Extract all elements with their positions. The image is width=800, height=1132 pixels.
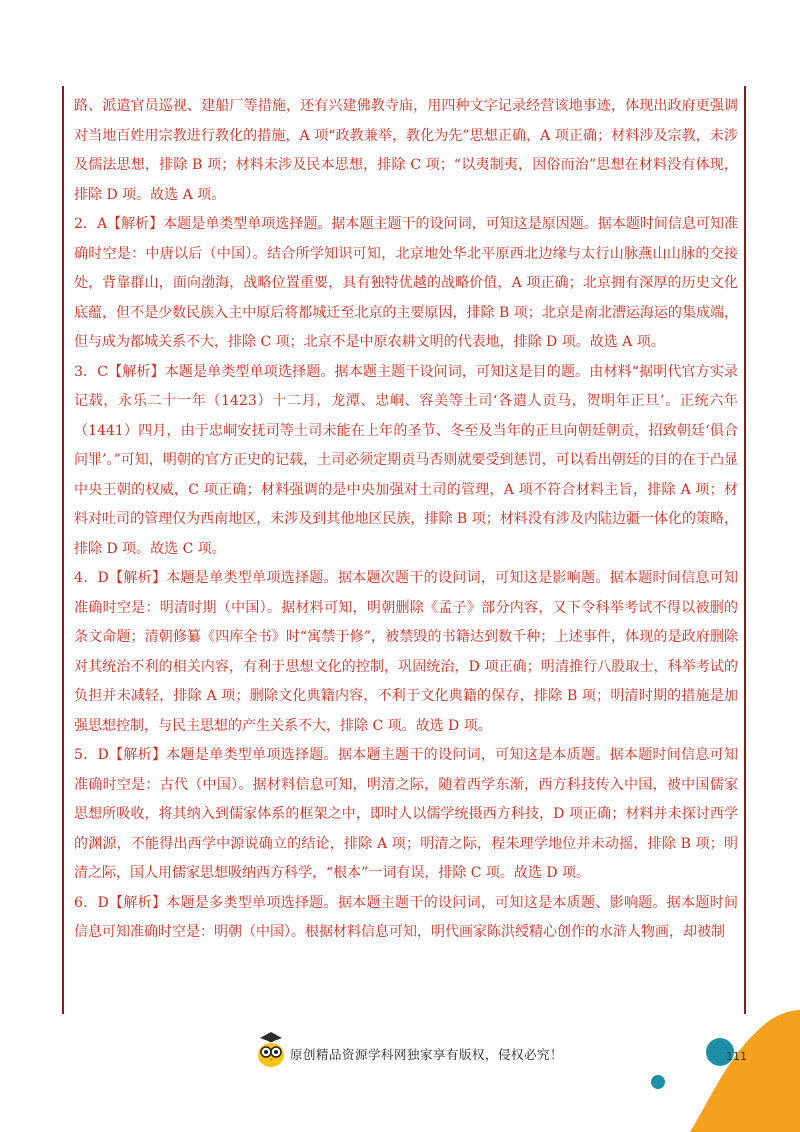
paragraph-answer-6: 6．D【解析】本题是多类型单项选择题。据本题主题干的设问词，可知这是本质题、影响题。据本题时间信息可知准确时空是：明朝（中国）。根据材料信息可知，明代画家陈洪绶精心创作的水浒人物画，却被制: [74, 894, 738, 940]
paragraph-answer-5: 5．D【解析】本题是单类型单项选择题。据本题主题干的设问词，可知这是本质题。据本题时间信息可知准确时空是：古代（中国）。据材料信息可知，明清之际，随着西学东渐，西方科技传入中国，被中国儒家思想所吸收，将其纳入到儒家体系的框架之中，即时人以儒学统摄西方科技，D 项正确；材料并未探讨西学的渊源，不能得出西学中源说确立的结论，排除 A 项；明清之际，程朱理学地位并未动摇，排除 B 项；明清之际，国人用儒家思想吸纳西方科学，“根本”一词有误，排除 C 项。故选 D 项。: [74, 747, 738, 881]
page-number: 111: [726, 1050, 747, 1063]
answer-content: [74, 92, 738, 948]
page-frame-right: [744, 86, 746, 1014]
paragraph-continuation: 路、派遣官员巡视、建船厂等措施，还有兴建佛教寺庙，用四种文字记录经营该地事迹，体现出政府更强调对当地百姓用宗教进行教化的措施，A 项“政教兼举，教化为先”思想正确，A 项正确；材料涉及宗教，未涉及儒法思想，排除 B 项；材料未涉及民本思想，排除 C 项；“以夷制夷，因俗而治”思想在材料没有体现，排除 D 项。故选 A 项。: [74, 98, 738, 203]
page-frame-left: [62, 86, 64, 1014]
paragraph-answer-3: 3．C【解析】本题是单类型单项选择题。据本题主题干设问词，可知这是目的题。由材料“据明代官方实录记载，永乐二十一年（1423）十二月，龙潭、忠峒、容美等土司‘各遣人贡马，贺明年正旦’。正统六年（1441）四月，由于忠峒安抚司等土司未能在上年的圣节、冬至及当年的正旦向朝廷朝贡，招致朝廷‘俱合问罪’。”可知，明朝的官方正史的记载，土司必须定期贡马否则就要受到惩罚，可以看出朝廷的目的在于凸显中央王朝的权威，C 项正确；材料强调的是中央加强对土司的管理，A 项不符合材料主旨，排除 A 项；材料对吐司的管理仅为西南地区，未涉及到其他地区民族，排除 B 项；材料没有涉及内陆边疆一体化的策略，排除 D 项。故选 C 项。: [74, 363, 738, 557]
paragraph-answer-4: 4．D【解析】本题是单类型单项选择题。据本题次题干的设问词，可知这是影响题。据本题时间信息可知准确时空是：明清时期（中国）。据材料可知，明朝删除《孟子》部分内容，又下令科举考试不得以被删的条文命题；清朝修纂《四库全书》时“寓禁于修”，被禁毁的书籍达到数千种；上述事件，体现的是政府删除对其统治不利的相关内容，有利于思想文化的控制，巩固统治，D 项正确；明清推行八股取士，科举考试的负担并未减轻，排除 A 项；删除文化典籍内容，不利于文化典籍的保存，排除 B 项；明清时期的措施是加强思想控制，与民主思想的产生关系不大，排除 C 项。故选 D 项。: [74, 570, 738, 734]
copyright-notice: 原创精品资源学科网独家享有版权，侵权必究！: [290, 1047, 564, 1062]
owl-mascot-icon: [256, 1030, 286, 1068]
corner-decoration: [640, 1010, 800, 1132]
paragraph-answer-2: 2．A【解析】本题是单类型单项选择题。据本题主题干的设问词，可知这是原因题。据本题时间信息可知准确时空是：中唐以后（中国）。结合所学知识可知，北京地处华北平原西北边缘与太行山脉燕山山脉的交接处，背靠群山，面向渤海，战略位置重要，具有独特优越的战略价值，A 项正确；北京拥有深厚的历史文化底蕴，但不是少数民族入主中原后将都城迁至北京的主要原因，排除 B 项；北京是南北漕运海运的集成端，但与成为都城关系不大，排除 C 项；北京不是中原农耕文明的代表地，排除 D 项。故选 A 项。: [74, 216, 738, 350]
